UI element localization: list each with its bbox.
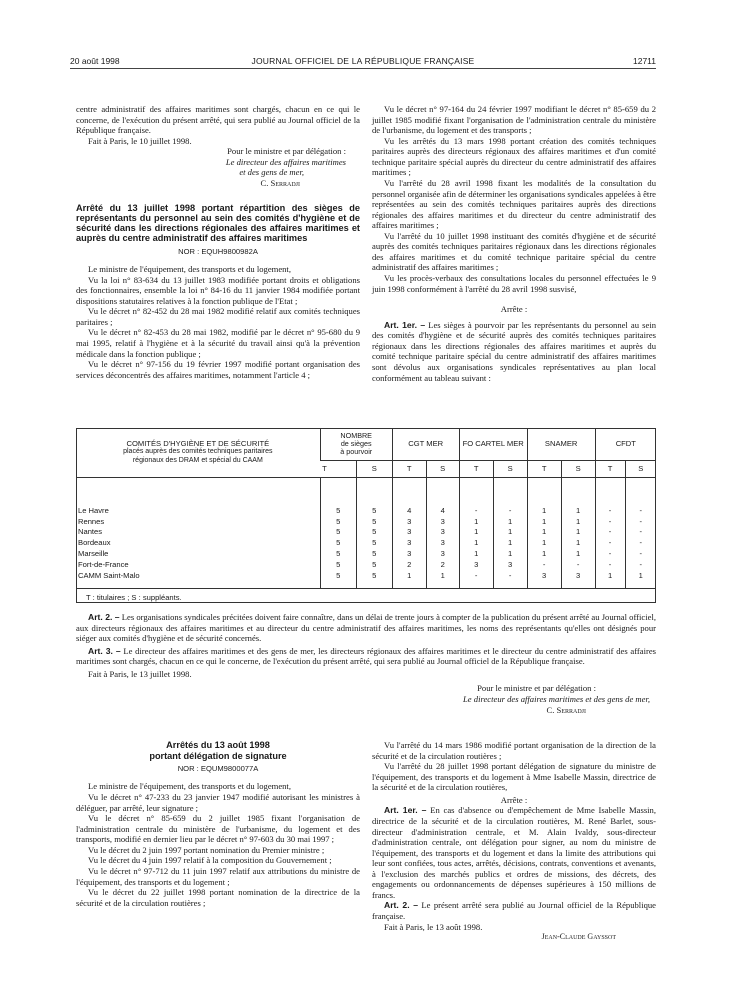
row-seat-count: 1: [392, 570, 426, 581]
row-seat-count: -: [625, 516, 656, 527]
row-seat-count: -: [561, 559, 595, 570]
row-seat-count: -: [625, 527, 656, 538]
row-seat-count: 5: [320, 559, 356, 570]
delegation-line: Pour le ministre et par délégation :: [227, 146, 346, 157]
article-2-label: Art. 2. –: [384, 900, 418, 911]
article-1: [372, 320, 656, 383]
sub-s: S: [493, 460, 527, 477]
visa-8: Vu l'arrêté du 10 juillet 1998 instituant des comités d'hygiène et de sécurité auprès des comités techniques paritaires régionaux dans les directions régionales des affaires maritimes et du comité technique paritaire spécial du centre administratif des affaires maritimes ;: [372, 230, 656, 273]
row-seat-count: 5: [356, 548, 392, 559]
row-seat-count: 1: [561, 527, 595, 538]
row-seat-count: 3: [527, 570, 561, 581]
header-fo: FO CARTEL MER: [459, 428, 527, 460]
issue-date: 20 août 1998: [70, 56, 120, 66]
row-seat-count: 1: [561, 505, 595, 516]
visa-8: Vu l'arrêté du 28 juillet 1998 portant délégation de signature du ministre de l'équipement, des transports et du logement à Mme Isabelle Massin, directrice de la sécurité et de la circulation routières,: [372, 761, 656, 793]
row-committee-name: Fort-de-France: [78, 559, 129, 569]
arrete-heading: Arrête :: [500, 304, 528, 315]
row-seat-count: 3: [493, 559, 527, 570]
row-seat-count: -: [595, 537, 625, 548]
row-seat-count: 1: [561, 516, 595, 527]
row-seat-count: 1: [426, 570, 459, 581]
row-seat-count: 3: [426, 527, 459, 538]
table-row: [76, 505, 656, 516]
row-seat-count: -: [595, 527, 625, 538]
director-title: Le directeur des affaires maritimes et des gens de mer,: [463, 693, 650, 704]
visa-5: Vu le décret n° 97-712 du 11 juin 1997 relatif aux attributions du ministre de l'équipement, des transports et du logement ;: [76, 865, 360, 887]
visa-4: Vu le décret n° 97-156 du 19 février 1997 modifié portant organisation des services déconcentrés des affaires maritimes, notamment l'article 4 ;: [76, 359, 360, 380]
row-seat-count: 3: [392, 516, 426, 527]
table-row: [76, 559, 656, 570]
header-snamer: SNAMER: [527, 428, 595, 460]
journal-title: JOURNAL OFFICIEL DE LA RÉPUBLIQUE FRANÇAISE: [251, 56, 475, 66]
row-seat-count: 5: [320, 548, 356, 559]
article-2-text: Les organisations syndicales précitées doivent faire connaître, dans un délai de trente jours à compter de la publication du présent arrêté au Journal officiel, aux directeurs régionaux des affaires maritimes et au directeur du centre administratif des affaires maritimes, les noms des représentants qu'elles ont désignés pour siéger aux comités d'hygiène et de sécurité concernés.: [76, 612, 656, 644]
row-seat-count: 1: [527, 527, 561, 538]
row-seat-count: 3: [426, 537, 459, 548]
signature-place-date: Fait à Paris, le 13 août 1998.: [384, 921, 483, 932]
table-header-row: [76, 428, 656, 460]
row-seat-count: 5: [356, 516, 392, 527]
nor-reference: NOR : EQUM9800077A: [177, 764, 259, 774]
visa-4: Vu le décret du 4 juin 1997 relatif à la composition du Gouvernement ;: [88, 855, 332, 866]
row-seat-count: 5: [320, 516, 356, 527]
visa-7: Vu l'arrêté du 14 mars 1986 modifié portant organisation de la direction de la sécurité et de la circulation routières ;: [372, 740, 656, 761]
previous-arrete-ending: centre administratif des affaires maritimes sont chargés, chacun en ce qui le concerne, de l'exécution du présent arrêté, qui sera publié au Journal officiel de la République française.: [76, 104, 360, 136]
sub-s: S: [426, 460, 459, 477]
visa-2: Vu le décret n° 82-452 du 28 mai 1982 modifié relatif aux comités techniques paritaires ;: [76, 306, 360, 327]
visa-1: Vu le décret n° 47-233 du 23 janvier 1947 modifié autorisant les ministres à déléguer, par arrêté, leur signature ;: [76, 792, 360, 813]
row-seat-count: 2: [426, 559, 459, 570]
row-seat-count: 3: [426, 516, 459, 527]
row-seat-count: 1: [527, 548, 561, 559]
row-committee-name: Bordeaux: [78, 538, 111, 548]
table-row: [76, 548, 656, 559]
signature-place-date: Fait à Paris, le 10 juillet 1998.: [88, 135, 192, 146]
row-seat-count: -: [625, 505, 656, 516]
row-seat-count: 3: [459, 559, 493, 570]
table-row: [76, 516, 656, 527]
article-2: [76, 612, 656, 644]
row-seat-count: 5: [356, 527, 392, 538]
article-3-text: Le directeur des affaires maritimes et des gens de mer, les directeurs régionaux des affaires maritimes et le directeur du centre administratif des affaires maritimes sont chargés, chacun en ce qui le concerne, de l'exécution du présent arrêté, qui sera publié au Journal officiel de la République française.: [76, 645, 656, 667]
visa-6: Vu le décret du 22 juillet 1998 portant nomination de la directrice de la sécurité et de la circulation routières ;: [76, 887, 360, 908]
row-seat-count: 1: [527, 516, 561, 527]
signatory-name: Jean-Claude Gayssot: [541, 932, 616, 942]
header-cfdt: CFDT: [595, 428, 656, 460]
sub-t: T: [595, 460, 625, 477]
table-row: [76, 570, 656, 581]
sub-s: S: [561, 460, 595, 477]
row-seat-count: -: [527, 559, 561, 570]
arrete-title: Arrêté du 13 juillet 1998 portant répartition des sièges de représentants du personnel au sein des comités d'hygiène et de sécurité dans les directions régionales des affaires maritimes et auprès du centre administratif des affaires maritimes: [76, 202, 360, 244]
header-seats-line2: de sièges: [340, 438, 372, 448]
article-3-label: Art. 3. –: [88, 645, 121, 656]
row-seat-count: 1: [459, 548, 493, 559]
right-column-bottom: [372, 740, 656, 942]
row-seat-count: 3: [392, 527, 426, 538]
row-seat-count: -: [493, 505, 527, 516]
visa-7: Vu l'arrêté du 28 avril 1998 fixant les modalités de la consultation du personnel organisée afin de déterminer les organisations syndicales appelées à être représentées au sein des comités techniques paritaires auprès des directions régionales des affaires maritimes et du directeur du centre administratif des affaires maritimes ;: [372, 177, 656, 231]
row-seat-count: -: [493, 570, 527, 581]
header-rule: [70, 68, 656, 69]
row-seat-count: 1: [493, 516, 527, 527]
row-seat-count: -: [625, 559, 656, 570]
sub-t: T: [392, 460, 426, 477]
row-seat-count: 3: [392, 548, 426, 559]
row-seat-count: -: [459, 505, 493, 516]
article-1-text: Les sièges à pourvoir par les représentants du personnel au sein des comités d'hygiène et de sécurité auprès des comités techniques paritaires régionaux dans les directions régionales des affaires maritimes et auprès du comité technique paritaire spécial du centre administratif des affaires maritimes sont dévolus aux organisations syndicales représentatives au plan local conformément au tableau suivant :: [372, 319, 657, 383]
row-seat-count: 1: [527, 537, 561, 548]
row-seat-count: 5: [320, 570, 356, 581]
header-seats-line1: NOMBRE: [340, 431, 372, 441]
signatory-name: C. Serradji: [546, 704, 586, 715]
header-seats-line3: à pourvoir: [340, 446, 373, 456]
row-seat-count: 5: [356, 559, 392, 570]
visa-9: Vu les procès-verbaux des consultations locales du personnel effectuées le 9 juin 1998 conformément à l'arrêté du 28 avril 1998 susvisé,: [372, 273, 656, 294]
signature-place-date: Fait à Paris, le 13 juillet 1998.: [88, 668, 192, 679]
seats-table: [76, 428, 656, 606]
visa-3: Vu le décret n° 82-453 du 28 mai 1982, modifié par le décret n° 95-680 du 9 mai 1995, relatif à l'hygiène et à la sécurité du travail ainsi qu'à la prévention médicale dans la fonction publique ;: [76, 327, 360, 359]
row-seat-count: 1: [493, 527, 527, 538]
visa-minister: Le ministre de l'équipement, des transports et du logement,: [88, 264, 291, 275]
row-seat-count: -: [625, 548, 656, 559]
row-seat-count: 1: [561, 548, 595, 559]
row-seat-count: 1: [595, 570, 625, 581]
row-seat-count: 1: [459, 537, 493, 548]
article-1-text: En cas d'absence ou d'empêchement de Mme Isabelle Massin, directrice de la sécurité et de la circulation routières, M. René Barlet, sous-directeur d'administration centrale, et M. Alain Ivaldy, sous-directeur d'administration centrale, ont délégation pour signer, au nom du ministre de l'équipement, des transports et du logement et dans la limite des attributions qui leur sont confiées, tous actes, arrêtés, décisions, contrats, conventions et avenants, à l'exclusion des marchés publics et ordres de missions, des décrets, des engagements ou ordonnancements de dépenses supérieures à 150 millions de francs.: [372, 805, 656, 900]
table-row: [76, 537, 656, 548]
row-seat-count: 5: [356, 537, 392, 548]
row-seat-count: -: [595, 559, 625, 570]
arretes-title-line2: portant délégation de signature: [149, 750, 287, 761]
table-note: T : titulaires ; S : suppléants.: [76, 589, 656, 606]
article-1-label: Art. 1er. –: [384, 319, 426, 330]
visa-5: Vu le décret n° 97-164 du 24 février 1997 modifiant le décret n° 85-659 du 2 juillet 1985 modifié fixant l'organisation de l'administration centrale du ministère de l'urbanisme, du logement et des transports ;: [372, 104, 656, 136]
article-1: [372, 805, 656, 900]
row-seat-count: 3: [561, 570, 595, 581]
visa-1: Vu la loi n° 83-634 du 13 juillet 1983 modifiée portant droits et obligations des fonctionnaires, ensemble la loi n° 84-16 du 11 janvier 1984 modifiée portant dispositions statutaires relatives à la fonction publique de l'Etat ;: [76, 274, 360, 306]
article-3: [76, 646, 656, 667]
row-seat-count: 1: [493, 548, 527, 559]
left-column-bottom: [76, 740, 360, 908]
row-seat-count: -: [459, 570, 493, 581]
row-seat-count: -: [625, 537, 656, 548]
row-seat-count: 2: [392, 559, 426, 570]
header-committees-line2: placés auprès des comités techniques paritaires: [123, 448, 273, 456]
right-column-top: [372, 104, 656, 383]
row-seat-count: 5: [356, 505, 392, 516]
header-cgt: CGT MER: [392, 428, 459, 460]
sub-s: S: [625, 460, 656, 477]
row-seat-count: 5: [320, 537, 356, 548]
row-seat-count: 1: [561, 537, 595, 548]
row-seat-count: -: [595, 548, 625, 559]
row-committee-name: Rennes: [78, 516, 105, 526]
row-seat-count: 4: [426, 505, 459, 516]
row-seat-count: 1: [459, 527, 493, 538]
row-seat-count: 4: [392, 505, 426, 516]
row-seat-count: 1: [625, 570, 656, 581]
row-seat-count: -: [595, 505, 625, 516]
row-seat-count: 1: [527, 505, 561, 516]
row-seat-count: -: [595, 516, 625, 527]
row-seat-count: 3: [426, 548, 459, 559]
row-committee-name: Le Havre: [78, 505, 109, 515]
table-spacer-row: [76, 581, 656, 589]
sub-t: T: [527, 460, 561, 477]
header-committees-line1: COMITÉS D'HYGIÈNE ET DE SÉCURITÉ: [126, 438, 270, 448]
table-row: [76, 527, 656, 538]
header-committees: [76, 428, 320, 477]
header-committees-line3: régionaux des DRAM et spécial du CAAM: [132, 456, 263, 464]
table-spacer-row: [76, 477, 656, 505]
article-2-label: Art. 2. –: [88, 612, 120, 622]
row-seat-count: 5: [356, 570, 392, 581]
page-number: 12711: [632, 56, 656, 66]
visa-3: Vu le décret du 2 juin 1997 portant nomination du Premier ministre ;: [88, 844, 325, 855]
table-body: [76, 505, 656, 581]
header-seats: [320, 428, 392, 460]
article-2: [372, 900, 656, 921]
article-1-label: Art. 1er. –: [384, 805, 427, 816]
sub-t: T: [320, 460, 356, 477]
article-2-text: Le présent arrêté sera publié au Journal officiel de la République française.: [372, 900, 656, 921]
signatory-name: C. Serradji: [260, 177, 300, 188]
table-note-row: [76, 589, 656, 606]
row-committee-name: Marseille: [78, 548, 109, 558]
row-seat-count: 1: [493, 537, 527, 548]
row-committee-name: Nantes: [78, 527, 103, 537]
visa-6: Vu les arrêtés du 13 mars 1998 portant création des comités techniques paritaires auprès des directeurs régionaux des affaires maritimes et d'un comité technique paritaire spécial auprès du directeur du centre administratif des affaires maritimes ;: [372, 135, 656, 178]
row-seat-count: 1: [459, 516, 493, 527]
arrete-heading: Arrête :: [500, 794, 528, 805]
director-title-line1: Le directeur des affaires maritimes: [225, 156, 346, 167]
arretes-title-line1: Arrêtés du 13 août 1998: [166, 740, 270, 750]
articles-after-table: [76, 612, 656, 715]
row-seat-count: 5: [320, 527, 356, 538]
visa-minister: Le ministre de l'équipement, des transports et du logement,: [88, 781, 291, 792]
delegation-line: Pour le ministre et par délégation :: [477, 683, 596, 694]
sub-s: S: [356, 460, 392, 477]
left-column-top: [76, 104, 360, 380]
director-title-line2: et des gens de mer,: [239, 167, 304, 178]
row-seat-count: 5: [320, 505, 356, 516]
nor-reference: NOR : EQUH9800982A: [178, 246, 258, 256]
row-seat-count: 3: [392, 537, 426, 548]
sub-t: T: [459, 460, 493, 477]
visa-2: Vu le décret n° 85-659 du 2 juillet 1985 fixant l'organisation de l'administration centrale du ministère de l'urbanisme, du logement et des transports, modifié en dernier lieu par le décret n° 97-603 du 30 mai 1997 ;: [76, 813, 360, 845]
row-committee-name: CAMM Saint-Malo: [78, 570, 140, 580]
